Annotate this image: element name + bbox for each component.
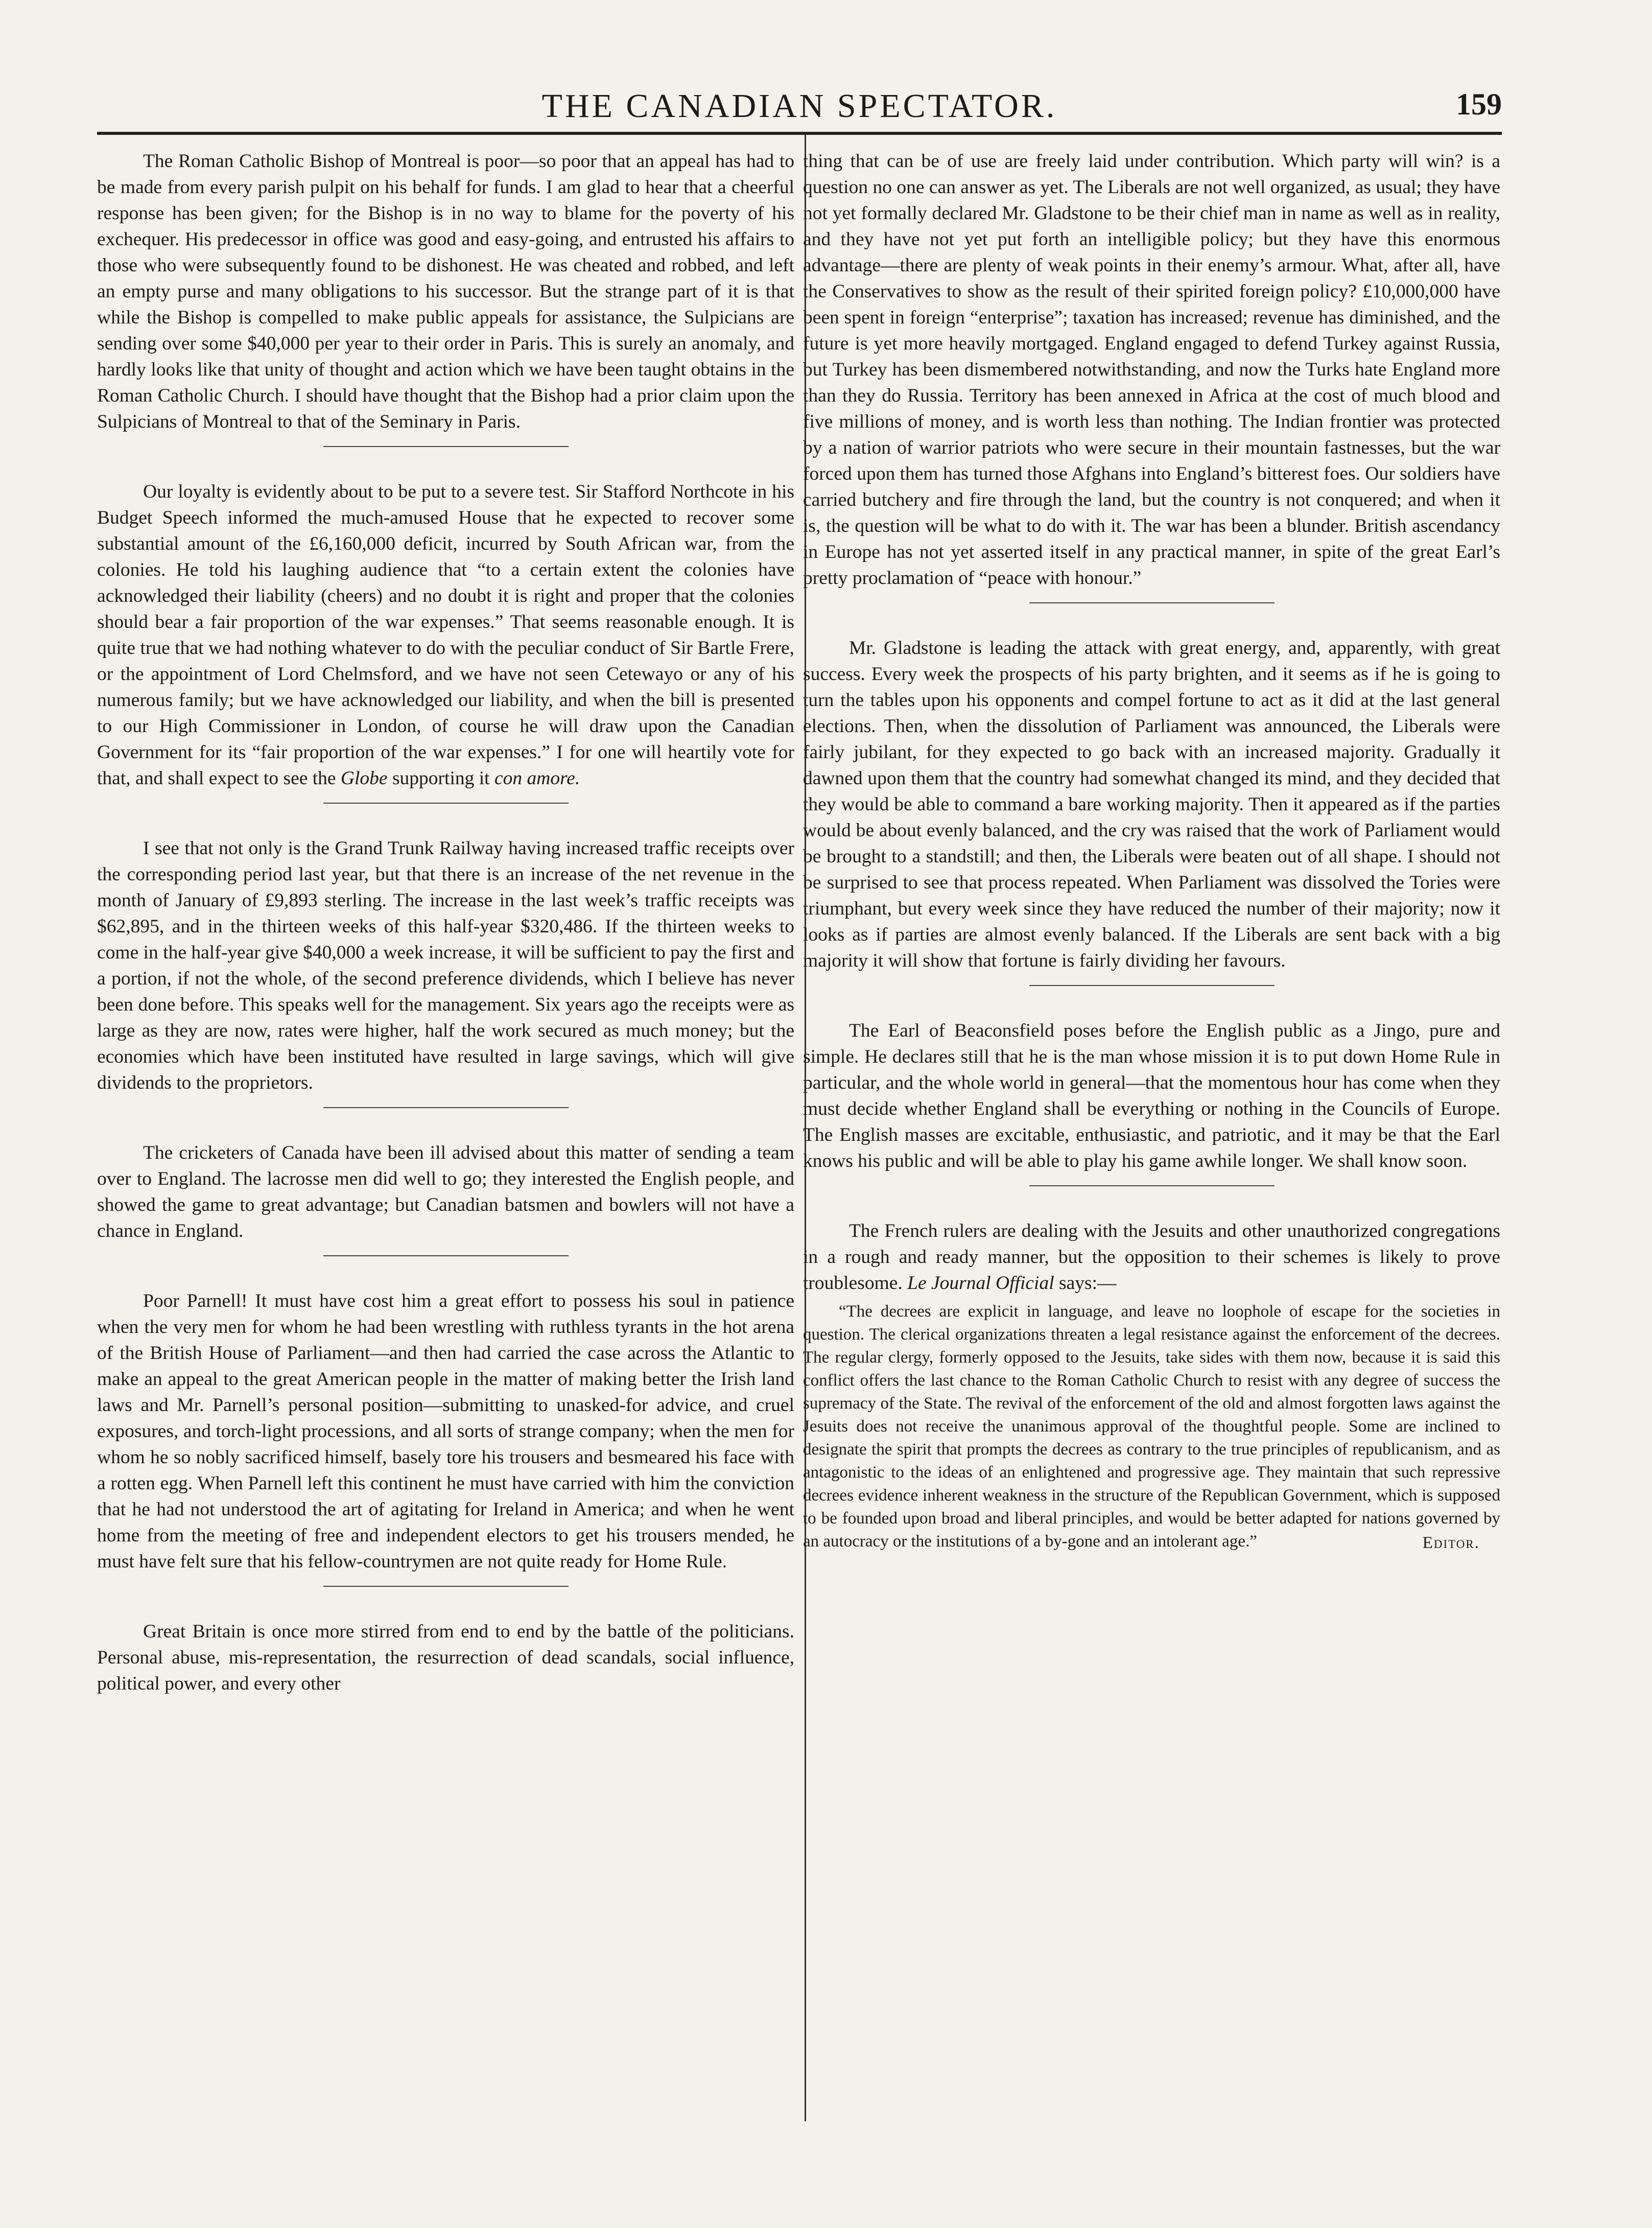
section-separator: [1029, 985, 1275, 986]
paragraph-text: says:—: [1059, 1273, 1117, 1294]
paragraph-gladstone: Mr. Gladstone is leading the attack with great energy, and, apparently, with great success. Every week the prospects of his party brighten, and it seems as if he is going to turn the tables upon his opponents and compel fortune to act as it did at the last general elections. Then, when the dissolution of Parliament was announced, the Liberals were fairly jubilant, for they expected to go back with an increased majority. Gradually it dawned upon them that the country had somewhat changed its mind, and they decided that they would be able to command a bare working majority. Then it appeared as if the parties would be about evenly balanced, and the cry was raised that the work of Parliament would be brought to a standstill; and then, the Liberals were beaten out of all shape. I should not be surprised to see that process repeated. When Parliament was dissolved the Tories were triumphant, but every week since they have reduced the number of their majority; now it looks as if parties are almost evenly balanced. If the Liberals are sent back with a big majority it will show that fortune is fairly dividing her favours.: [803, 638, 1500, 971]
paragraph-french-rulers: [803, 1218, 1500, 1296]
left-column: [97, 148, 794, 1697]
quoted-decree-text: “The decrees are explicit in language, and leave no loophole of escape for the societies in question. The clerical organizations threaten a legal resistance against the enforcement of the decrees. The regular clergy, formerly opposed to the Jesuits, take sides with them now, because it is said this conflict offers the last chance to the Roman Catholic Church to resist with any degree of success the supremacy of the State. The revival of the enforcement of the old and almost forgotten laws against the Jesuits does not receive the unanimous approval of the thoughtful people. Some are inclined to designate the spirit that prompts the decrees as contrary to the true principles of republicanism, and as antagonistic to the ideas of an enlightened and progressive age. They maintain that such repressive decrees evidence inherent weakness in the structure of the Republican Government, which is supposed to be founded upon broad and liberal principles, and would be better adapted for nations governed by an autocracy or the institutions of a by-gone and an intolerant age.”: [803, 1302, 1500, 1551]
section-separator: [323, 1107, 569, 1108]
paragraph-text: supporting it: [392, 768, 490, 789]
page-header: [97, 87, 1502, 133]
paragraph-parnell: Poor Parnell! It must have cost him a great effort to possess his soul in patience when the very men for whom he had been wrestling with ruthless tyrants in the hot arena of the British House of Parliament—and then had carried the case across the Atlantic to make an appeal to the great American people in the matter of making better the Irish land laws and Mr. Parnell’s personal position—submitting to unasked-for advice, and cruel exposures, and torch-light processions, and all sorts of strange company; when the men for whom he so nobly sacrificed himself, basely tore his trousers and besmeared his face with a rotten egg. When Parnell left this continent he must have carried with him the conviction that he had not understood the art of agitating for Ireland in America; and when he went home from the meeting of free and independent electors to get his trousers mended, he must have felt sure that his fellow-countrymen are not quite ready for Home Rule.: [97, 1291, 794, 1572]
paragraph-cricketers: The cricketers of Canada have been ill advised about this matter of sending a team over to England. The lacrosse men did well to go; they interested the English people, and showed the game to great advantage; but Canadian batsmen and bowlers will not have a chance in England.: [97, 1142, 794, 1241]
globe-italic: Globe: [340, 768, 388, 789]
paragraph-grand-trunk: I see that not only is the Grand Trunk Railway having increased traffic receipts over the corresponding period last year, but that there is an increase of the net revenue in the month of January of £9,893 sterling. The increase in the last week’s traffic receipts was $62,895, and in the thirteen weeks of this half-year $320,486. If the thirteen weeks to come in the half-year give $40,000 a week increase, it will be sufficient to pay the first and a portion, if not the whole, of the second preference dividends, which I believe has never been done before. This speaks well for the management. Six years ago the receipts were as large as they are now, rates were higher, half the work secured as much money; but the economies which have been instituted have resulted in large savings, which will give dividends to the proprietors.: [97, 838, 794, 1093]
editor-signature: Editor.: [1422, 1534, 1480, 1552]
paragraph-loyalty-test: [97, 479, 794, 791]
con-amore-italic: con amore.: [494, 768, 580, 789]
section-separator: [323, 803, 569, 804]
paragraph-great-britain: Great Britain is once more stirred from end to end by the battle of the politicians. Personal abuse, mis-representation, the resurrection of dead scandals, social influence, political power, and every other: [97, 1621, 794, 1694]
right-column: [803, 148, 1500, 1553]
section-separator: [1029, 602, 1275, 603]
masthead-title: THE CANADIAN SPECTATOR.: [541, 87, 1057, 125]
section-separator: [1029, 1185, 1275, 1186]
header-rule: [97, 132, 1502, 135]
journal-official-italic: Le Journal Official: [907, 1273, 1054, 1294]
section-separator: [323, 446, 569, 447]
section-separator: [323, 1255, 569, 1256]
section-separator: [323, 1586, 569, 1587]
page-number: 159: [1456, 87, 1502, 121]
paragraph-beaconsfield: The Earl of Beaconsfield poses before the English public as a Jingo, pure and simple. He declares still that he is the man whose mission it is to put down Home Rule in particular, and the whole world in general—that the momentous hour has come when they must decide whether England shall be everything or nothing in the Councils of Europe. The English masses are excitable, enthusiastic, and patriotic, and it may be that the Earl knows his public and will be able to play his game awhile longer. We shall know soon.: [803, 1020, 1500, 1171]
paragraph-text: Our loyalty is evidently about to be put to a severe test. Sir Stafford Northcote in his Budget Speech informed the much-amused House that he expected to recover some substantial amount of the £6,160,000 deficit, incurred by South African war, from the colonies. He told his laughing audience that “to a certain extent the colonies have acknowledged their liability (cheers) and no doubt it is right and proper that the colonies should bear a fair proportion of the war expenses.” That seems reasonable enough. It is quite true that we had nothing whatever to do with the peculiar conduct of Sir Bartle Frere, or the appointment of Lord Chelmsford, and we have not seen Cetewayo or any of his numerous family; but we have acknowledged our liability, and when the bill is presented to our High Commissioner in London, of course he will draw upon the Canadian Government for its “fair proportion of the war expenses.” I for one will heartily vote for that, and shall expect to see the: [97, 481, 794, 789]
paragraph-bishop-montreal: The Roman Catholic Bishop of Montreal is poor—so poor that an appeal has had to be made from every parish pulpit on his behalf for funds. I am glad to hear that a cheerful response has been given; for the Bishop is in no way to blame for the poverty of his exchequer. His predecessor in office was good and easy-going, and entrusted his affairs to those who were subsequently found to be dishonest. He was cheated and robbed, and left an empty purse and many obligations to his successor. But the strange part of it is that while the Bishop is compelled to make public appeals for assistance, the Sulpicians are sending over some $40,000 per year to their order in Paris. This is surely an anomaly, and hardly looks like that unity of thought and action which we have been taught obtains in the Roman Catholic Church. I should have thought that the Bishop had a prior claim upon the Sulpicians of Montreal to that of the Seminary in Paris.: [97, 151, 794, 432]
paragraph-text: The French rulers are dealing with the Jesuits and other unauthorized congregations in a rough and ready manner, but the opposition to their schemes is likely to prove troublesome.: [803, 1221, 1500, 1294]
paragraph-continued-politics: thing that can be of use are freely laid under contribution. Which party will win? is a question no one can answer as yet. The Liberals are not well organized, as usual; they have not yet formally declared Mr. Gladstone to be their chief man in name as well as in reality, and they have not yet put forth an intelligible policy; but they have this enormous advantage—there are plenty of weak points in their enemy’s armour. What, after all, have the Conservatives to show as the result of their spirited foreign policy? £10,000,000 have been spent in foreign “enterprise”; taxation has increased; revenue has diminished, and the future is yet more heavily mortgaged. England engaged to defend Turkey against Russia, but Turkey has been dismembered notwithstanding, and now the Turks hate England more than they do Russia. Territory has been annexed in Africa at the cost of much blood and five millions of money, and is worth less than nothing. The Indian frontier was protected by a nation of warrior patriots who were secure in their mountain fastnesses, but the war forced upon them has turned those Afghans into England’s bitterest foes. Our soldiers have carried butchery and fire through the land, but the country is not conquered; and when it is, the question will be what to do with it. The war has been a blunder. British ascendancy in Europe has not yet asserted itself in any practical manner, in spite of the great Earl’s pretty proclamation of “peace with honour.”: [803, 151, 1500, 589]
